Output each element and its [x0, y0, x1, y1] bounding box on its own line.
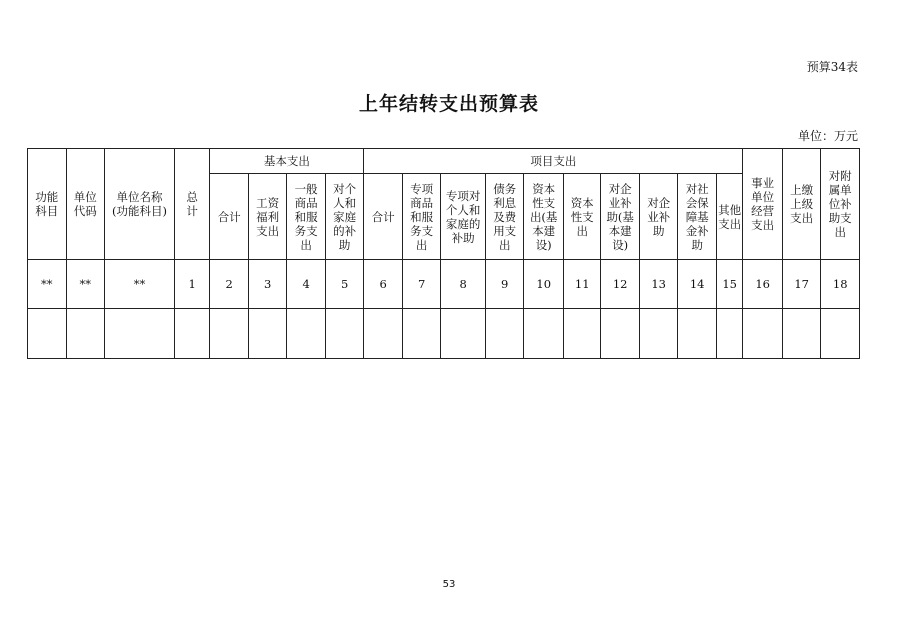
table-cell: 13: [639, 260, 678, 309]
table-cell: 9: [485, 260, 524, 309]
header-project-col: 专项 商品 和服 务支 出: [402, 174, 441, 260]
header-basic-col: 合计: [210, 174, 249, 260]
table-cell: [821, 309, 860, 359]
table-cell: [678, 309, 717, 359]
table-cell: 18: [821, 260, 860, 309]
header-project-col: 合计: [364, 174, 403, 260]
table-cell: [325, 309, 364, 359]
header-project-col: 对企 业补 助: [639, 174, 678, 260]
header-project-col: 资本 性支 出: [563, 174, 600, 260]
table-cell: 6: [364, 260, 403, 309]
header-project-col: 债务 利息 及费 用支 出: [485, 174, 524, 260]
header-project-col: 对企 业补 助(基 本建 设): [601, 174, 640, 260]
table-number: 预算34表: [806, 60, 858, 74]
header-group-project: 项目支出: [364, 149, 743, 174]
table-cell: 1: [174, 260, 209, 309]
table-cell: [248, 309, 287, 359]
header-basic-col: 工资 福利 支出: [248, 174, 287, 260]
header-upper-expense: 上缴 上级 支出: [782, 149, 821, 260]
table-cell: 10: [524, 260, 564, 309]
header-business-expense: 事业 单位 经营 支出: [743, 149, 783, 260]
table-cell: [364, 309, 403, 359]
header-unit-code: 单位 代码: [66, 149, 105, 260]
page-title: 上年结转支出预算表: [358, 93, 539, 115]
table-cell: [210, 309, 249, 359]
header-function-subject: 功能 科目: [28, 149, 67, 260]
table-cell: [174, 309, 209, 359]
table-row-column-numbers: [28, 260, 860, 309]
table-cell: [287, 309, 326, 359]
table-cell: 16: [743, 260, 783, 309]
table-cell: **: [105, 260, 175, 309]
page-number: 53: [442, 579, 456, 590]
header-project-col: 其他 支出: [716, 174, 742, 260]
table-cell: 12: [601, 260, 640, 309]
table-cell: [66, 309, 105, 359]
table-cell: **: [28, 260, 67, 309]
table-cell: 14: [678, 260, 717, 309]
table-cell: [28, 309, 67, 359]
table-cell: [441, 309, 486, 359]
table-row-empty: [28, 309, 860, 359]
table-cell: 15: [716, 260, 742, 309]
header-project-col: 资本 性支 出(基 本建 设): [524, 174, 564, 260]
table-cell: [402, 309, 441, 359]
table-cell: 4: [287, 260, 326, 309]
table-cell: [716, 309, 742, 359]
table-cell: [601, 309, 640, 359]
header-basic-col: 一般 商品 和服 务支 出: [287, 174, 326, 260]
header-affiliated-subsidy: 对附 属单 位补 助支 出: [821, 149, 860, 260]
budget-table: [27, 148, 860, 359]
table-cell: 3: [248, 260, 287, 309]
table-cell: [485, 309, 524, 359]
header-group-basic: 基本支出: [210, 149, 364, 174]
table-cell: [105, 309, 175, 359]
table-cell: [782, 309, 821, 359]
header-project-col: 专项对 个人和 家庭的 补助: [441, 174, 486, 260]
table-cell: [563, 309, 600, 359]
table-cell: **: [66, 260, 105, 309]
header-unit-name: 单位名称 (功能科目): [105, 149, 175, 260]
table-cell: 7: [402, 260, 441, 309]
header-project-col: 对社 会保 障基 金补 助: [678, 174, 717, 260]
table-cell: 2: [210, 260, 249, 309]
table-cell: 5: [325, 260, 364, 309]
header-basic-col: 对个 人和 家庭 的补 助: [325, 174, 364, 260]
table-cell: 11: [563, 260, 600, 309]
table-cell: [639, 309, 678, 359]
table-cell: [524, 309, 564, 359]
table-cell: 8: [441, 260, 486, 309]
header-total: 总 计: [174, 149, 209, 260]
unit-label: 单位：万元: [797, 129, 858, 143]
table-cell: 17: [782, 260, 821, 309]
table-cell: [743, 309, 783, 359]
